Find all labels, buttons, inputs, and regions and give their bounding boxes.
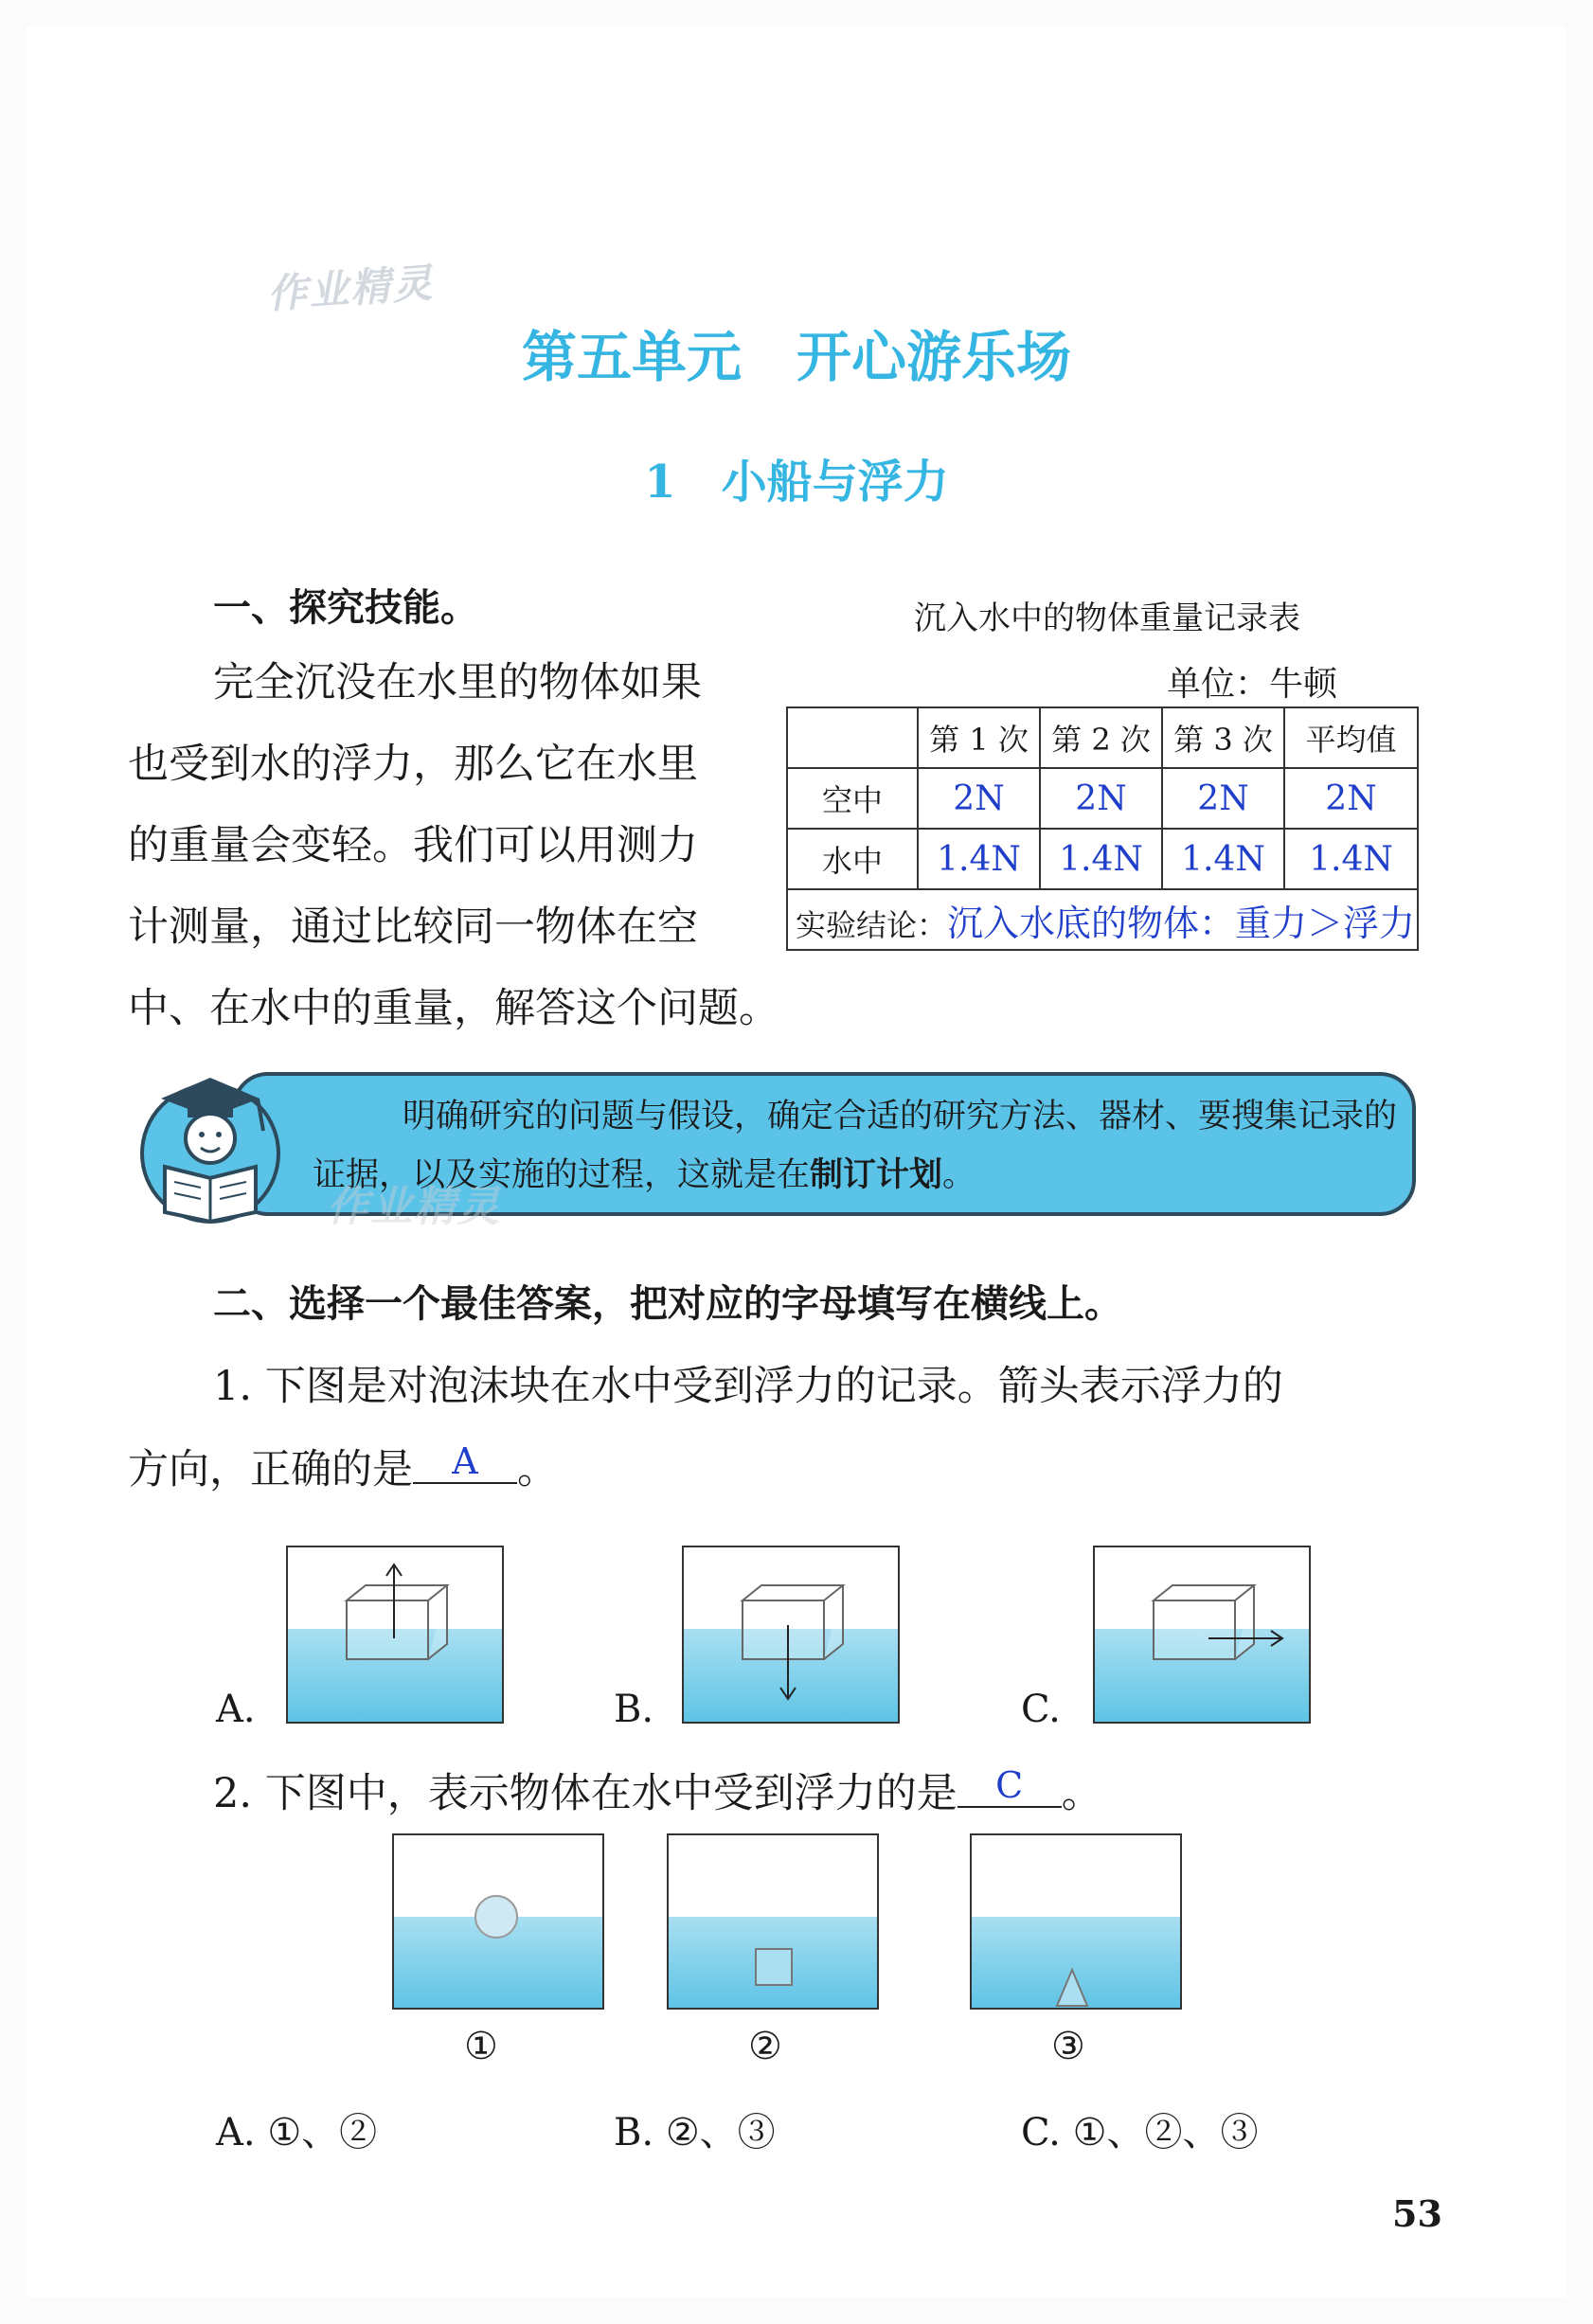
conclusion-label: 实验结论：	[796, 906, 948, 943]
tip-text-keyword: 制订计划	[810, 1156, 943, 1194]
q1-answer-blank[interactable]: A	[413, 1440, 517, 1484]
foam-block-arrow-up-icon	[288, 1547, 502, 1722]
table-header-row	[787, 707, 1418, 768]
page-number: 53	[1392, 2192, 1442, 2235]
header-cell: 第 1 次	[918, 707, 1040, 768]
q1-line2	[128, 1438, 980, 1495]
q2-option-c: C. ①、②、③	[1021, 2111, 1259, 2154]
paragraph-line-1: 完全沉没在水里的物体如果	[213, 659, 702, 706]
q2-figure-2	[667, 1833, 879, 2010]
q2-figure-2-label: ②	[748, 2025, 782, 2068]
q2-prefix: 2. 下图中，表示物体在水中受到浮力的是	[213, 1770, 958, 1817]
q1-figure-c	[1093, 1546, 1311, 1724]
answer-cell: 1.4N	[1162, 829, 1284, 889]
q1-option-b-label: B.	[614, 1688, 654, 1731]
q2-figure-3	[970, 1833, 1182, 2010]
q1-figure-a	[286, 1546, 504, 1724]
record-table-unit: 单位：牛顿	[1167, 665, 1338, 704]
q2-line	[213, 1761, 1350, 1819]
foam-block-arrow-right-icon	[1095, 1547, 1309, 1722]
q1-prefix: 方向，正确的是	[128, 1446, 413, 1493]
section2-heading: 二、选择一个最佳答案，把对应的字母填写在横线上。	[213, 1282, 1122, 1326]
answer-cell: 2N	[1040, 768, 1162, 829]
answer-cell: 1.4N	[1284, 829, 1418, 889]
conclusion-row	[787, 889, 1418, 950]
q2-option-b: B. ②、③	[614, 2111, 776, 2154]
row-label: 空中	[787, 768, 918, 829]
record-table-title: 沉入水中的物体重量记录表	[914, 599, 1300, 637]
q2-figure-1-label: ①	[464, 2025, 498, 2068]
q2-figure-3-label: ③	[1051, 2025, 1085, 2068]
answer-cell: 1.4N	[1040, 829, 1162, 889]
q1-option-c-label: C.	[1021, 1688, 1061, 1731]
paragraph-line-2: 也受到水的浮力，那么它在水里	[128, 741, 698, 788]
cone-on-bottom-icon	[972, 1835, 1180, 2008]
q2-option-a: A. ①、②	[216, 2111, 378, 2154]
row-label: 水中	[787, 829, 918, 889]
tip-text-main: 明确研究的问题与假设，确定合适的研究方法、器材、要搜集记录的证据，以及实施的过程，这就是在	[313, 1098, 1398, 1194]
q2-suffix: 。	[1061, 1770, 1102, 1817]
foam-block-arrow-down-icon	[684, 1547, 898, 1722]
header-cell: 第 3 次	[1162, 707, 1284, 768]
table-row	[787, 829, 1418, 889]
unit-title: 第五单元 开心游乐场	[521, 325, 1071, 389]
cube-submerged-icon	[669, 1835, 877, 2008]
header-cell: 平均值	[1284, 707, 1418, 768]
q1-option-a-label: A.	[216, 1688, 256, 1731]
conclusion-cell	[787, 889, 1418, 950]
answer-cell: 1.4N	[918, 829, 1040, 889]
record-table	[786, 706, 1419, 951]
watermark-logo: 作业精灵	[265, 259, 436, 318]
answer-cell: 2N	[918, 768, 1040, 829]
header-cell-empty	[787, 707, 918, 768]
tip-text-end: 。	[942, 1156, 976, 1194]
table-row	[787, 768, 1418, 829]
q2-figure-1	[392, 1833, 604, 2010]
answer-cell: 2N	[1162, 768, 1284, 829]
section1-heading: 一、探究技能。	[213, 586, 478, 630]
answer-cell: 2N	[1284, 768, 1418, 829]
q1-line1: 1. 下图是对泡沫块在水中受到浮力的记录。箭头表示浮力的	[213, 1363, 1283, 1410]
q1-suffix: 。	[517, 1446, 558, 1493]
paragraph-line-5: 中、在水中的重量，解答这个问题。	[128, 985, 779, 1032]
sphere-floating-icon	[394, 1835, 602, 2008]
teacher-reading-icon	[133, 1061, 284, 1231]
lesson-title: 1 小船与浮力	[644, 456, 949, 509]
header-cell: 第 2 次	[1040, 707, 1162, 768]
q1-figure-b	[682, 1546, 900, 1724]
conclusion-answer: 沉入水底的物体：重力＞浮力	[947, 902, 1416, 944]
paragraph-line-4: 计测量，通过比较同一物体在空	[128, 903, 698, 951]
q2-answer-blank[interactable]: C	[958, 1764, 1062, 1808]
paragraph-line-3: 的重量会变轻。我们可以用测力	[128, 822, 698, 869]
watermark-logo: 作业精灵	[327, 1183, 501, 1231]
